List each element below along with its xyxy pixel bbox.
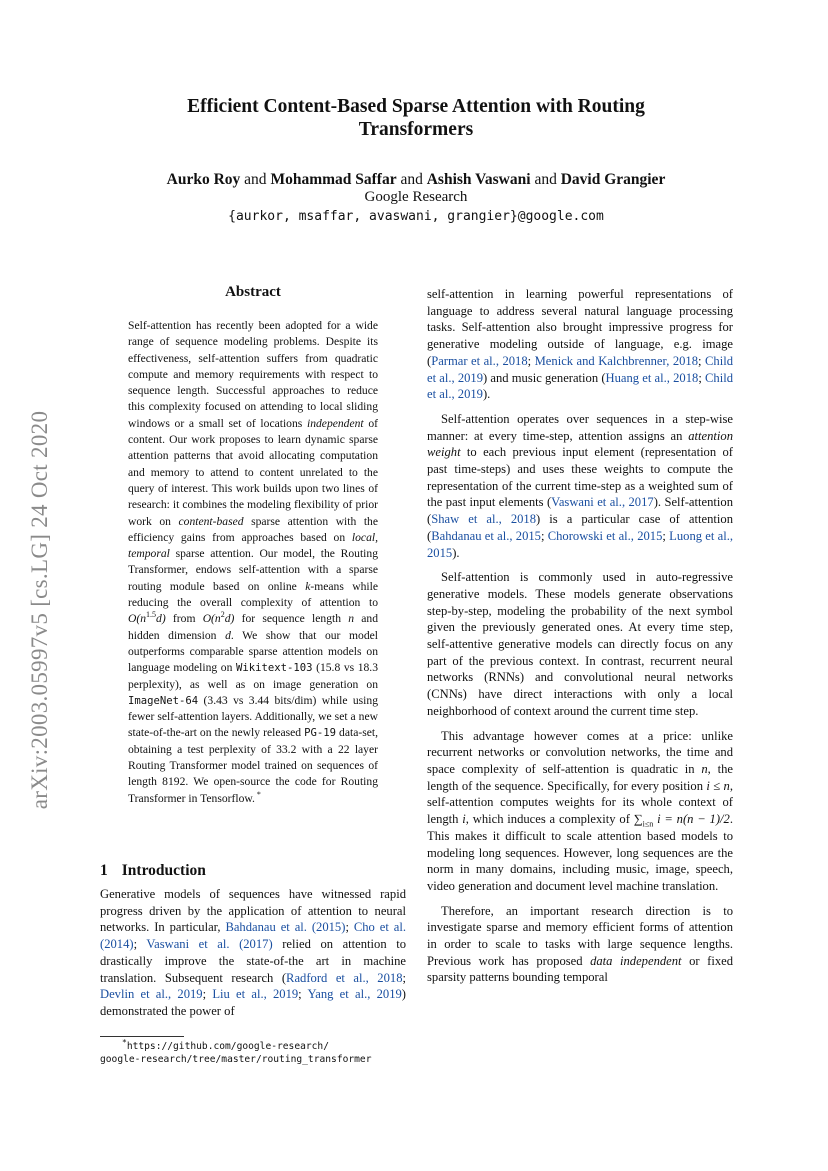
right-column-text: [427, 286, 733, 994]
abstract-math-sup: 2: [220, 610, 225, 620]
body-text: Therefore, an important research direction is to investigate sparse and memory efficient forms of attention in order to scale to tasks with large sequence lengths. Previous work has proposed: [427, 903, 733, 968]
author-2: Mohammad Saffar: [270, 171, 397, 188]
body-text: , which induces a complexity of: [465, 812, 634, 827]
abstract-emph: k: [305, 579, 311, 593]
body-text: ;: [698, 370, 705, 385]
abstract-text: from: [165, 612, 203, 626]
citation-link[interactable]: Child et al., 2019: [427, 353, 733, 385]
inline-math-sub: i≤n: [642, 819, 654, 829]
citation-link[interactable]: Child et al., 2019: [427, 370, 733, 402]
inline-math: i ≤ n: [706, 778, 730, 793]
abstract-text: (3.43 vs 3.44 bits/dim) while using fewer self-attention layers. Additionally, we set a new state-of-the-art on the newly released: [128, 693, 378, 740]
body-text: or fixed sparsity patterns bounding temporal: [427, 953, 734, 985]
author-4: David Grangier: [560, 171, 666, 188]
abstract-body: [128, 318, 378, 807]
body-text: ;: [402, 970, 406, 985]
intro-paragraph: Self-attention is commonly used in auto-regressive generative models. These models generate observations step-by-step, modeling the probability of the next symbol given the previously generated ones. At every time step, self-attentive generative models can directly focus on any part of the previous context. In contrast, recurrent neural networks (RNNs) and convolutional neural networks (CNNs) have direct interactions with only a local neighborhood of context around the current time step.: [427, 570, 733, 718]
title-line-2: Transformers: [358, 119, 474, 140]
emphasis: n: [701, 761, 708, 776]
emphasis: attention weight: [427, 428, 733, 460]
abstract-heading: Abstract: [225, 284, 281, 300]
author-list: [60, 170, 772, 189]
emphasis: data independent: [590, 953, 682, 968]
abstract-text: for sequence length: [234, 612, 349, 626]
dataset-name: ImageNet-64: [128, 694, 199, 707]
abstract-text: sparse attention. Our model, the Routing Transformer, endows self-attention with a sparse routing module based on online: [128, 547, 378, 593]
abstract-math: d): [156, 612, 166, 626]
body-text: ;: [540, 528, 548, 543]
abstract-math: O(n: [202, 612, 221, 626]
abstract-emph: d: [225, 628, 231, 642]
citation-link[interactable]: Cho et al. (2014): [100, 920, 407, 952]
intro-paragraph: [427, 728, 733, 895]
abstract-text: and hidden dimension: [128, 612, 379, 642]
footnote-rule: [100, 1036, 184, 1037]
paper-title: [100, 95, 732, 141]
intro-paragraph: [427, 411, 733, 561]
author-sep: and: [534, 171, 557, 188]
title-line-1: Efficient Content-Based Sparse Attention with Routing: [187, 96, 645, 117]
body-text: ) demonstrated the power of: [100, 987, 406, 1018]
emphasis: i: [462, 812, 466, 827]
intro-paragraph: [427, 286, 733, 403]
left-column-text: [100, 886, 406, 1028]
body-text: to each previous input element (representation of past time-steps) and uses these weights to compute the representation of the current time-step as a weighted sum of the past input elements (: [427, 445, 733, 510]
abstract-text: (15.8 vs 18.3 perplexity), as well as on image generation on: [128, 661, 378, 691]
citation-link[interactable]: Devlin et al., 2019: [100, 987, 203, 1002]
abstract-text: sparse attention with the efficiency gains from approaches based on: [128, 514, 378, 544]
body-text: ;: [345, 920, 354, 935]
abstract-emph: content-based: [178, 514, 244, 528]
author-emails: {aurkor, msaffar, avaswani, grangier}@google.com: [228, 209, 604, 224]
body-text: self-attention in learning powerful representations of language to address several natural language processing tasks. Self-attention also brought impressive progress for generative modeling outside of language, e.g. image (: [427, 287, 733, 368]
body-text: ;: [133, 937, 147, 952]
abstract-emph: independent: [306, 416, 364, 430]
citation-link[interactable]: Bahdanau et al., 2015: [431, 528, 541, 543]
citation-link[interactable]: Luong et al., 2015: [427, 528, 734, 560]
affiliation: Google Research: [364, 189, 468, 205]
section-title: Introduction: [121, 862, 206, 879]
abstract-math: O(n: [128, 612, 147, 626]
inline-math: i = n(n − 1)/2: [653, 812, 730, 827]
abstract-text: . We show that our model outperforms comparable sparse attention models on language modeling on: [128, 628, 378, 675]
abstract-math-sup: 1.5: [146, 610, 157, 620]
section-number: 1: [100, 862, 108, 879]
author-sep: and: [400, 171, 423, 188]
citation-link[interactable]: Chorowski et al., 2015: [547, 528, 663, 543]
citation-link[interactable]: Shaw et al., 2018: [431, 512, 537, 527]
footnote-mark: *: [254, 789, 261, 799]
abstract-text: data-set, obtaining a test perplexity of 33.2 with a 22 layer Routing Transformer model trained on sequences of length 8192. We open-source the code for Routing Transformer in Tensorflow.: [128, 726, 378, 805]
author-1: Aurko Roy: [166, 171, 241, 188]
footnote-line-1[interactable]: [100, 1037, 406, 1053]
body-text: ) is a particular case of attention (: [427, 512, 733, 543]
body-text: Self-attention operates over sequences in a step-wise manner: at every time-step, attention assigns an: [427, 411, 733, 443]
author-sep: and: [244, 171, 267, 188]
citation-link[interactable]: Huang et al., 2018: [605, 370, 699, 385]
abstract-emph: local, temporal: [128, 530, 378, 561]
body-text: ). Self-attention (: [427, 495, 733, 527]
citation-link[interactable]: Vaswani et al. (2017): [146, 937, 273, 952]
abstract-text: -means while reducing the overall complexity of attention to: [128, 579, 378, 610]
citation-link[interactable]: Parmar et al., 2018: [431, 353, 528, 368]
intro-paragraph: [100, 886, 406, 1020]
footnote-url[interactable]: https://github.com/google-research/: [126, 1041, 329, 1052]
citation-link[interactable]: Liu et al., 2019: [212, 987, 299, 1002]
author-3: Ashish Vaswani: [426, 171, 531, 188]
abstract-math: d): [224, 612, 235, 626]
citation-link[interactable]: Yang et al., 2019: [307, 987, 402, 1002]
citation-link[interactable]: Bahdanau et al. (2015): [225, 920, 346, 935]
citation-link[interactable]: Menick and Kalchbrenner, 2018: [534, 353, 699, 368]
inline-math: ∑: [633, 812, 643, 827]
footnote-line-2[interactable]: google-research/tree/master/routing_transformer: [100, 1054, 372, 1065]
body-text: , self-attention computes weights for its whole context of length: [427, 778, 733, 827]
intro-paragraph: [427, 903, 733, 987]
body-text: ;: [202, 987, 213, 1002]
body-text: relied on attention to drastically improve the state-of-the art in machine translation. Subsequent research (: [100, 937, 407, 985]
section-heading: [100, 862, 406, 880]
body-text: This advantage however comes at a price: unlike recurrent networks or convolution networks, the time and space complexity of self-attention is quadratic in: [427, 728, 733, 776]
citation-link[interactable]: Vaswani et al., 2017: [551, 495, 654, 510]
abstract-emph: n: [348, 612, 355, 626]
body-text: ) and music generation (: [483, 370, 606, 385]
dataset-name: PG-19: [304, 727, 337, 740]
body-text: ;: [662, 528, 670, 543]
body-text: ).: [452, 545, 460, 560]
arxiv-stamp: [20, 370, 60, 850]
body-text: . This makes it difficult to scale attention based models to modeling long sequences. However, long sequences are the norm in many domains, including music, image, speech, video generation and document level machine translation.: [427, 812, 733, 893]
body-text: ;: [527, 353, 535, 368]
dataset-name: Wikitext-103: [235, 662, 313, 675]
abstract-text: Self-attention has recently been adopted for a wide range of sequence modeling problems. Despite its effectiveness, self-attention suffers from quadratic compute and memory requirements with respect to sequence length. Successful approaches to reduce this complexity focused on attending to local sliding windows or a small set of locations: [128, 319, 378, 430]
body-text: , the length of the sequence. Specifically, for every position: [427, 761, 733, 793]
footnote-mark: *: [122, 1037, 127, 1047]
body-text: ;: [298, 987, 308, 1002]
body-text: ;: [698, 353, 705, 368]
arxiv-stamp-text: arXiv:2003.05997v5 [cs.LG] 24 Oct 2020: [27, 410, 52, 810]
abstract-text: of content. Our work proposes to learn dynamic sparse attention patterns that avoid allocating computation and memory to attend to content unrelated to the query of interest. This work builds upon two lines of research: it combines the modeling flexibility of prior work on: [128, 416, 378, 528]
footnote: [100, 1037, 406, 1066]
body-text: ).: [482, 387, 491, 402]
body-text: Generative models of sequences have witnessed rapid progress driven by the application of attention to neural networks. In particular,: [100, 887, 406, 935]
citation-link[interactable]: Radford et al., 2018: [286, 970, 403, 985]
